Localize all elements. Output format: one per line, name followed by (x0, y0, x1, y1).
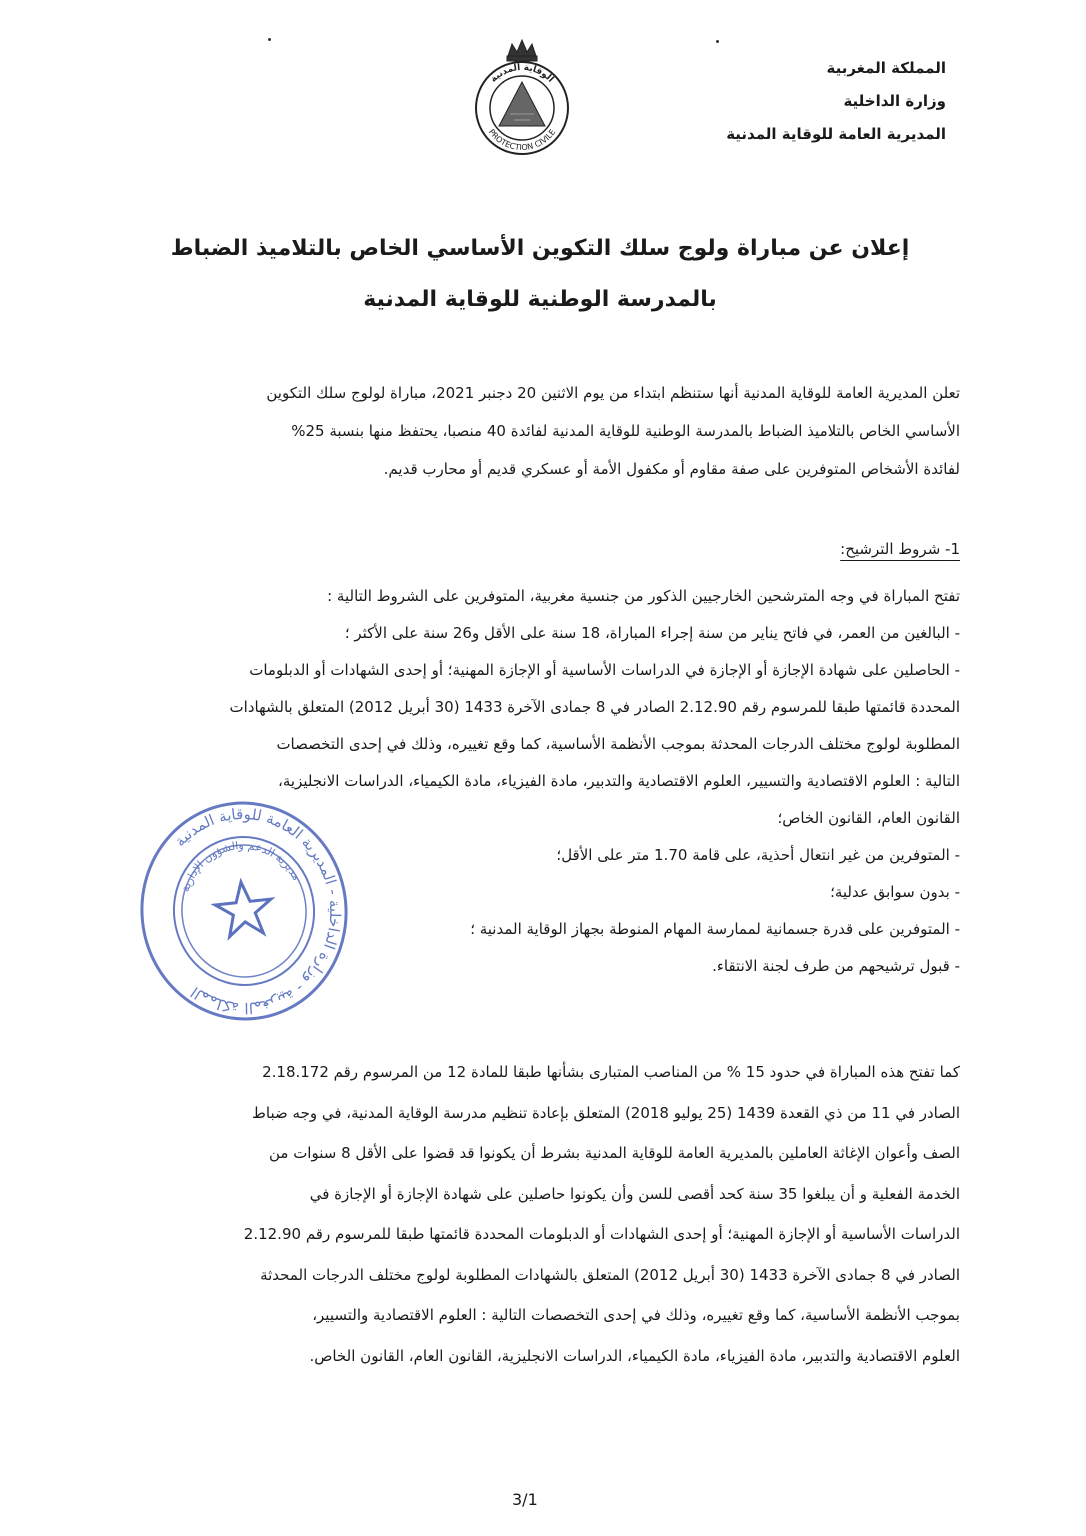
paragraph-line: الصف وأعوان الإغاثة العاملين بالمديرية العامة للوقاية المدنية بشرط أن يكونوا قد قضوا على الأقل 8 سنوات من (268, 1144, 960, 1162)
header-kingdom: المملكة المغربية (826, 59, 946, 77)
paragraph-line: - المتوفرين على قدرة جسمانية لممارسة المهام المنوطة بجهاز الوقاية المدنية ؛ (470, 920, 960, 938)
ministry-header (646, 52, 946, 151)
scan-speck (716, 40, 719, 43)
official-stamp (138, 796, 350, 1026)
section-heading-conditions: 1- شروط الترشيح: (840, 540, 960, 558)
paragraph-line: - البالغين من العمر، في فاتح يناير من سنة إجراء المباراة، 18 سنة على الأقل و26 سنة على الأكثر ؛ (344, 624, 960, 642)
paragraph-line: الأساسي الخاص بالتلاميذ الضباط بالمدرسة الوطنية للوقاية المدنية لفائدة 40 منصبا، يحتفظ منها بنسبة 25% (291, 422, 960, 440)
paragraph-line: الخدمة الفعلية و أن يبلغوا 35 سنة كحد أقصى للسن وأن يكونوا حاصلين على شهادة الإجازة أو الإجازة في (309, 1184, 960, 1203)
paragraph-line: - الحاصلين على شهادة الإجازة أو الإجازة في الدراسات الأساسية أو الإجازة المهنية؛ أو إحدى الشهادات أو الدبلومات (249, 661, 960, 679)
paragraph-line: التالية : العلوم الاقتصادية والتسيير، العلوم الاقتصادية والتدبير، مادة الفيزياء، مادة الكيمياء، الدراسات الانجليزية، (278, 772, 960, 790)
paragraph-line: الصادر في 8 جمادى الآخرة 1433 (30 أبريل 2012) المتعلق بالشهادات المطلوبة لولوج مختلف الدرجات المحدثة (260, 1265, 960, 1284)
emblem-french-text: PROTECTION CIVILE (486, 127, 558, 153)
paragraph-line: تفتح المباراة في وجه المترشحين الخارجيين الذكور من جنسية مغربية، المتوفرين على الشروط التالية : (327, 587, 960, 605)
announcement-subtitle: بالمدرسة الوطنية للوقاية المدنية (363, 287, 717, 312)
paragraph-line: - قبول ترشيحهم من طرف لجنة الانتقاء. (712, 957, 960, 975)
scan-speck (268, 38, 271, 41)
protection-civile-emblem (462, 36, 582, 166)
paragraph-line: العلوم الاقتصادية والتدبير، مادة الفيزياء، مادة الكيمياء، الدراسات الانجليزية، القانون العام، القانون الخاص. (309, 1346, 960, 1365)
paragraph-line: كما تفتح هذه المباراة في حدود 15 % من المناصب المتبارى بشأنها طبقا للمادة 12 من المرسوم رقم 2.18.172 (262, 1063, 960, 1081)
second-paragraph (128, 1052, 960, 1376)
paragraph-line: بموجب الأنظمة الأساسية، كما وقع تغييره، وذلك في إحدى التخصصات التالية : العلوم الاقتصادية والتسيير، (312, 1306, 960, 1324)
paragraph-line: لفائدة الأشخاص المتوفرين على صفة مقاوم أو مكفول الأمة أو عسكري قديم أو محارب قديم. (383, 460, 960, 478)
paragraph-line: - المتوفرين من غير انتعال أحذية، على قامة 1.70 متر على الأقل؛ (556, 846, 960, 864)
paragraph-line: المطلوبة لولوج مختلف الدرجات المحدثة بموجب الأنظمة الأساسية، كما وقع تغييره، وذلك في إحدى التخصصات (276, 735, 960, 753)
emblem-arabic-text: الوقاية المدنية (488, 62, 556, 85)
header-ministry: وزارة الداخلية (843, 92, 946, 110)
paragraph-line: الصادر في 11 من ذي القعدة 1439 (25 يوليو 2018) المتعلق بإعادة تنظيم مدرسة الوقاية المدنية، في وجه ضباط (252, 1103, 960, 1122)
stamp-outer-text: المملكة المغربية - وزارة الداخلية - المديرية العامة للوقاية المدنية (170, 804, 345, 1017)
header-directorate: المديرية العامة للوقاية المدنية (726, 125, 946, 143)
paragraph-line: الدراسات الأساسية أو الإجازة المهنية؛ أو إحدى الشهادات أو الدبلومات المحددة قائمتها طبقا للمرسوم رقم 2.12.90 (243, 1225, 960, 1243)
page-number: 3/1 (512, 1490, 538, 1509)
paragraph-line: القانون العام، القانون الخاص؛ (777, 809, 960, 827)
paragraph-line: المحددة قائمتها طبقا للمرسوم رقم 2.12.90 الصادر في 8 جمادى الآخرة 1433 (30 أبريل 2012) المتعلق بالشهادات (229, 698, 960, 716)
paragraph-line: - بدون سوابق عدلية؛ (830, 883, 960, 901)
paragraph-line: تعلن المديرية العامة للوقاية المدنية أنها ستنظم ابتداء من يوم الاثنين 20 دجنبر 2021، مباراة لولوج سلك التكوين (266, 384, 960, 402)
intro-paragraph (128, 374, 960, 488)
stamp-inner-text: مديرية الدعم والشؤون الإدارية (178, 838, 304, 894)
announcement-title: إعلان عن مباراة ولوج سلك التكوين الأساسي الخاص بالتلاميذ الضباط (170, 236, 910, 261)
